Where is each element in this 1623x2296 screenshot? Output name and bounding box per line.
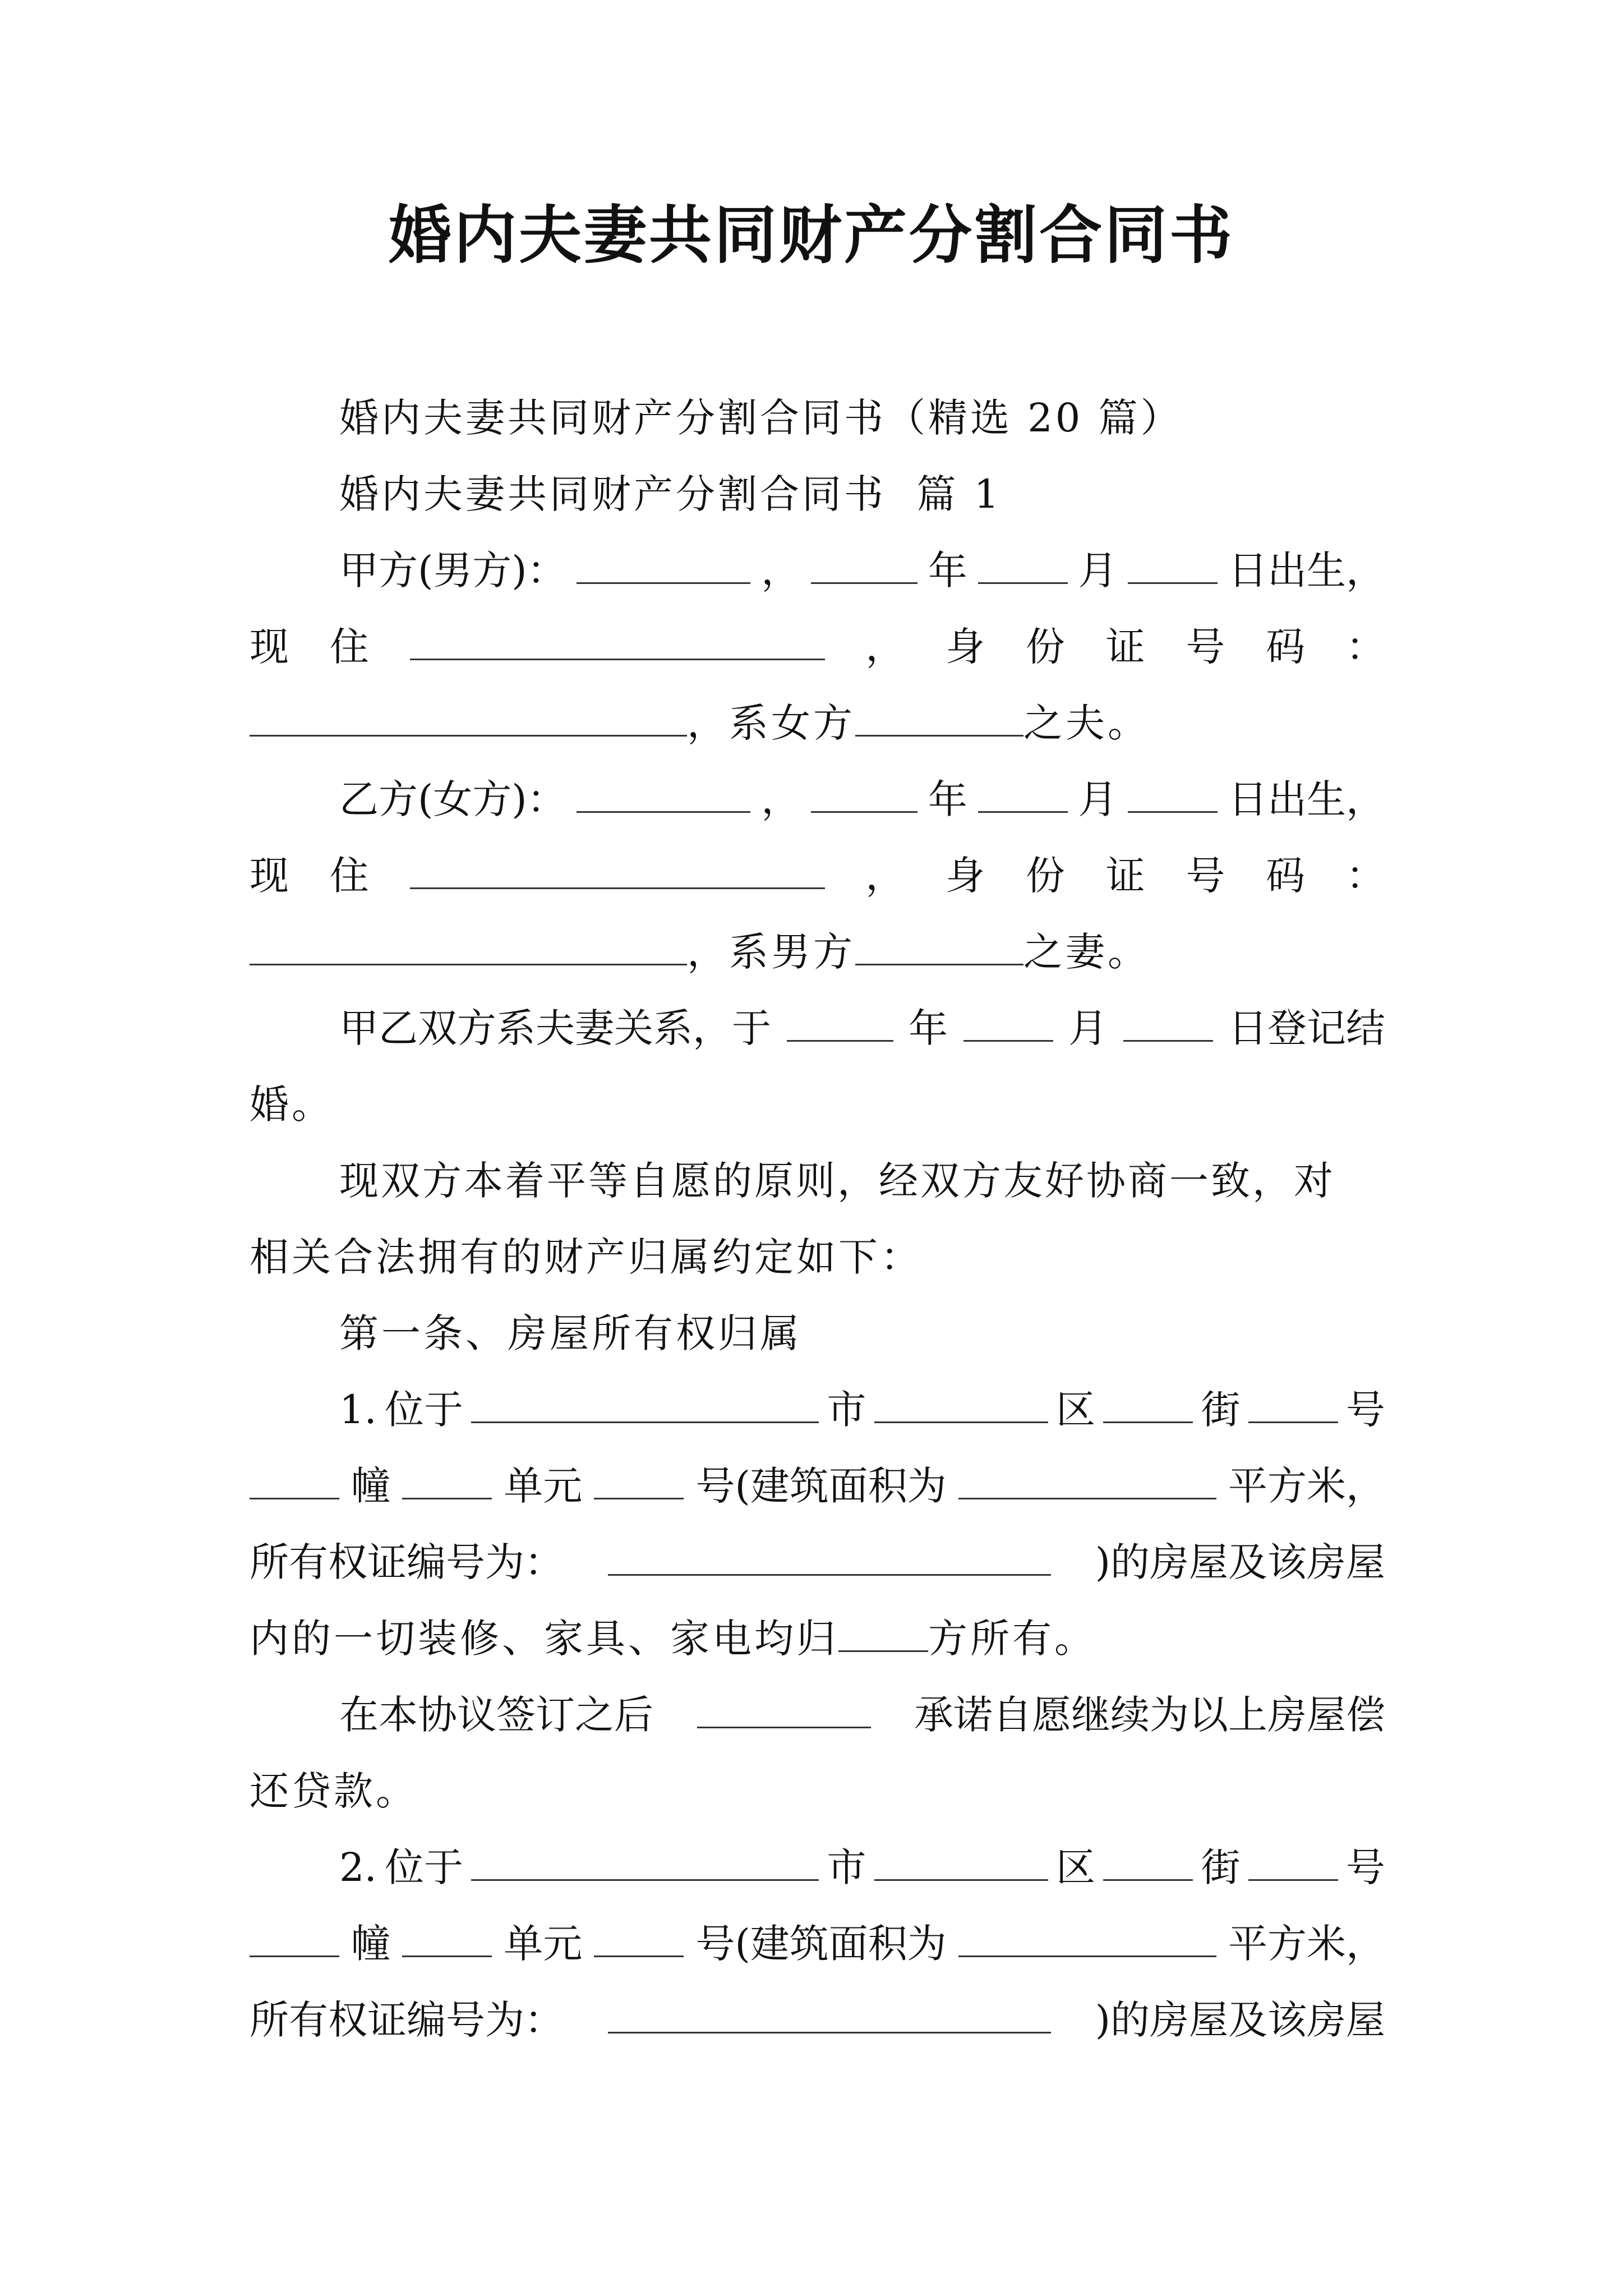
comma: ，	[761, 776, 801, 822]
party-a-label: 甲方(男方)：	[339, 547, 566, 593]
unit-label: 单元	[504, 1463, 583, 1509]
month-label: 月	[1078, 547, 1118, 593]
unit-blank	[402, 1918, 492, 1957]
year-blank	[811, 774, 917, 813]
number-label: 号	[1345, 1387, 1385, 1433]
residence-char: 住	[329, 853, 369, 899]
name-blank	[577, 545, 750, 584]
address-blank	[410, 622, 825, 660]
cert-label: 所有权证编号为：	[250, 1539, 564, 1585]
district-blank	[874, 1384, 1048, 1423]
id-label-char: 证	[1105, 853, 1145, 899]
item-2-building-line	[250, 1918, 1385, 1969]
name-blank	[577, 774, 750, 813]
loan-party-blank	[697, 1690, 871, 1728]
building-blank	[250, 1918, 339, 1957]
city-blank	[471, 1384, 819, 1423]
spouse-name-blank	[855, 927, 1023, 965]
number-blank	[1248, 1842, 1338, 1881]
number-label: 号	[1345, 1844, 1385, 1890]
street-blank	[1103, 1384, 1193, 1423]
item-1-furnish-line	[250, 1613, 1385, 1664]
year-label: 年	[928, 547, 967, 593]
comma: ，	[865, 624, 905, 670]
residence-char: 现	[250, 853, 289, 899]
cert-label: 所有权证编号为：	[250, 1997, 564, 2043]
city-blank	[471, 1842, 819, 1881]
owner-blank	[838, 1613, 928, 1652]
relation-label: ，系男方	[687, 929, 855, 975]
district-label: 区	[1055, 1387, 1095, 1433]
id-number-blank	[250, 698, 687, 737]
id-label-char: ：	[1345, 853, 1385, 899]
room-blank	[594, 1918, 684, 1957]
marriage-suffix: 日登记结	[1228, 1005, 1385, 1051]
area-label: 号(建筑面积为	[695, 1921, 947, 1967]
year-blank	[787, 1003, 893, 1042]
located-label: 位于	[385, 1387, 464, 1433]
id-label-char: 证	[1105, 624, 1145, 670]
section-heading: 婚内夫妻共同财产分割合同书 篇 1	[339, 471, 1002, 517]
day-blank	[1128, 545, 1218, 584]
month-blank	[978, 545, 1068, 584]
street-label: 街	[1201, 1387, 1241, 1433]
unit-label: 单元	[504, 1921, 583, 1967]
loan-line	[339, 1690, 1385, 1740]
loan-suffix: 承诺自愿继续为以上房屋偿	[914, 1692, 1385, 1738]
party-b-address-line	[250, 850, 1385, 901]
building-blank	[250, 1461, 339, 1499]
year-blank	[811, 545, 917, 584]
party-a-line	[339, 545, 1385, 596]
room-blank	[594, 1461, 684, 1499]
building-label: 幢	[351, 1463, 391, 1509]
item-2-location-line	[339, 1842, 1385, 1893]
area-label: 号(建筑面积为	[695, 1463, 947, 1509]
furnish-text: 内的一切装修、家具、家电均归	[250, 1616, 838, 1662]
district-blank	[874, 1842, 1048, 1881]
residence-char: 住	[329, 624, 369, 670]
day-blank	[1128, 774, 1218, 813]
item-2-cert-line	[250, 1995, 1385, 2045]
item-number: 1.	[339, 1387, 377, 1433]
month-label: 月	[1078, 776, 1118, 822]
residence-char: 现	[250, 624, 289, 670]
cert-blank	[608, 1995, 1051, 2033]
owner-label: 方所有。	[928, 1616, 1096, 1662]
year-label: 年	[928, 776, 967, 822]
loan-prefix: 在本协议签订之后	[339, 1692, 653, 1738]
spouse-name-blank	[855, 698, 1023, 737]
item-1-building-line	[250, 1461, 1385, 1511]
month-blank	[978, 774, 1068, 813]
sqm-label: 平方米，	[1228, 1463, 1385, 1509]
month-blank	[963, 1003, 1053, 1042]
id-label-char: 身	[946, 853, 985, 899]
id-label-char: ：	[1345, 624, 1385, 670]
party-a-relation-line	[250, 698, 1385, 748]
marriage-line	[339, 1003, 1385, 1053]
loan-cont: 还贷款。	[250, 1768, 418, 1814]
principle-line-2: 相关合法拥有的财产归属约定如下：	[250, 1234, 923, 1280]
area-blank	[958, 1918, 1216, 1957]
id-label-char: 码	[1266, 624, 1306, 670]
id-label-char: 份	[1025, 624, 1065, 670]
relation-label: ，系女方	[687, 700, 855, 746]
located-label: 位于	[385, 1844, 464, 1890]
id-label-char: 号	[1186, 853, 1225, 899]
party-b-relation-line	[250, 927, 1385, 977]
house-label: )的房屋及该房屋	[1095, 1539, 1385, 1585]
month-label: 月	[1068, 1005, 1108, 1051]
item-1-cert-line	[250, 1537, 1385, 1588]
house-label: )的房屋及该房屋	[1095, 1997, 1385, 2043]
comma: ，	[761, 547, 801, 593]
id-label-char: 身	[946, 624, 985, 670]
address-blank	[410, 850, 825, 889]
number-blank	[1248, 1384, 1338, 1423]
day-blank	[1123, 1003, 1213, 1042]
area-blank	[958, 1461, 1216, 1499]
item-number: 2.	[339, 1844, 377, 1890]
document-title: 婚内夫妻共同财产分割合同书	[389, 199, 1234, 272]
street-label: 街	[1201, 1844, 1241, 1890]
relation-suffix: 之夫。	[1023, 700, 1150, 746]
street-blank	[1103, 1842, 1193, 1881]
birth-label: 日出生，	[1228, 547, 1385, 593]
city-label: 市	[827, 1387, 866, 1433]
sqm-label: 平方米，	[1228, 1921, 1385, 1967]
birth-label: 日出生，	[1228, 776, 1385, 822]
relation-suffix: 之妻。	[1023, 929, 1150, 975]
subtitle: 婚内夫妻共同财产分割合同书（精选 20 篇）	[339, 395, 1183, 441]
district-label: 区	[1055, 1844, 1095, 1890]
marriage-text: 甲乙双方系夫妻关系，于	[339, 1005, 771, 1051]
building-label: 幢	[351, 1921, 391, 1967]
comma: ，	[865, 853, 905, 899]
article-1-heading: 第一条、房屋所有权归属	[339, 1310, 802, 1356]
item-1-location-line	[339, 1384, 1385, 1435]
party-b-label: 乙方(女方)：	[339, 776, 566, 822]
marriage-cont: 婚。	[250, 1082, 334, 1128]
principle-line-1: 现双方本着平等自愿的原则，经双方友好协商一致，对	[339, 1158, 1335, 1204]
party-a-address-line	[250, 622, 1385, 672]
unit-blank	[402, 1461, 492, 1499]
city-label: 市	[827, 1844, 866, 1890]
cert-blank	[608, 1537, 1051, 1576]
id-label-char: 号	[1186, 624, 1225, 670]
id-number-blank	[250, 927, 687, 965]
id-label-char: 份	[1025, 853, 1065, 899]
party-b-line	[339, 774, 1385, 825]
id-label-char: 码	[1266, 853, 1306, 899]
year-label: 年	[909, 1005, 948, 1051]
